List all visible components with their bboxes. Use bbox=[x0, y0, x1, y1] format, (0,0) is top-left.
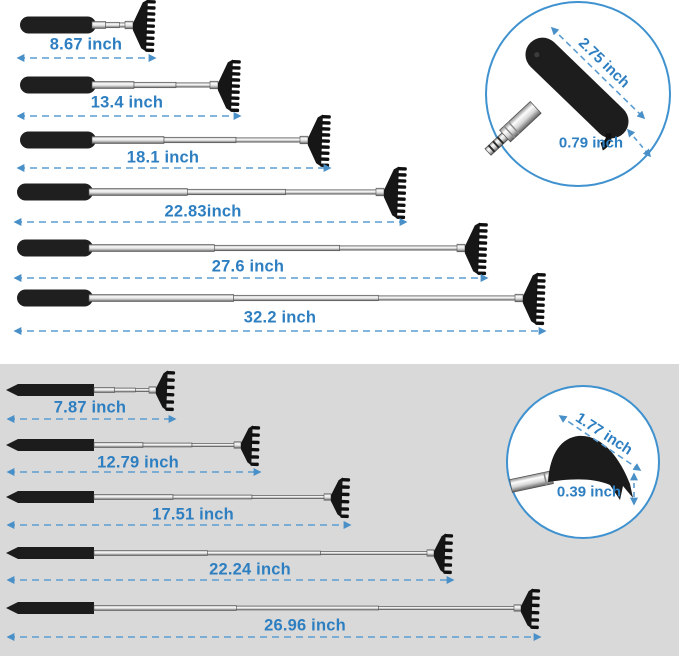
length-label: 12.79 inch bbox=[97, 453, 179, 472]
length-label: 13.4 inch bbox=[90, 93, 164, 112]
inset-length-label-bottom: 1.77 inch bbox=[572, 409, 636, 459]
inset-width-label-top: 0.79 inch bbox=[558, 134, 624, 152]
inset-length-label-top: 2.75 inch bbox=[575, 34, 633, 92]
length-label: 27.6 inch bbox=[211, 257, 285, 276]
length-label: 18.1 inch bbox=[126, 148, 200, 167]
length-label: 26.96 inch bbox=[264, 616, 346, 635]
length-label: 32.2 inch bbox=[243, 308, 317, 327]
length-label: 7.87 inch bbox=[53, 398, 127, 417]
length-label: 22.24 inch bbox=[209, 560, 291, 579]
length-label: 17.51 inch bbox=[152, 505, 234, 524]
length-label: 8.67 inch bbox=[49, 35, 123, 54]
length-label: 22.83inch bbox=[164, 202, 242, 221]
inset-width-label-bottom: 0.39 inch bbox=[556, 483, 622, 501]
